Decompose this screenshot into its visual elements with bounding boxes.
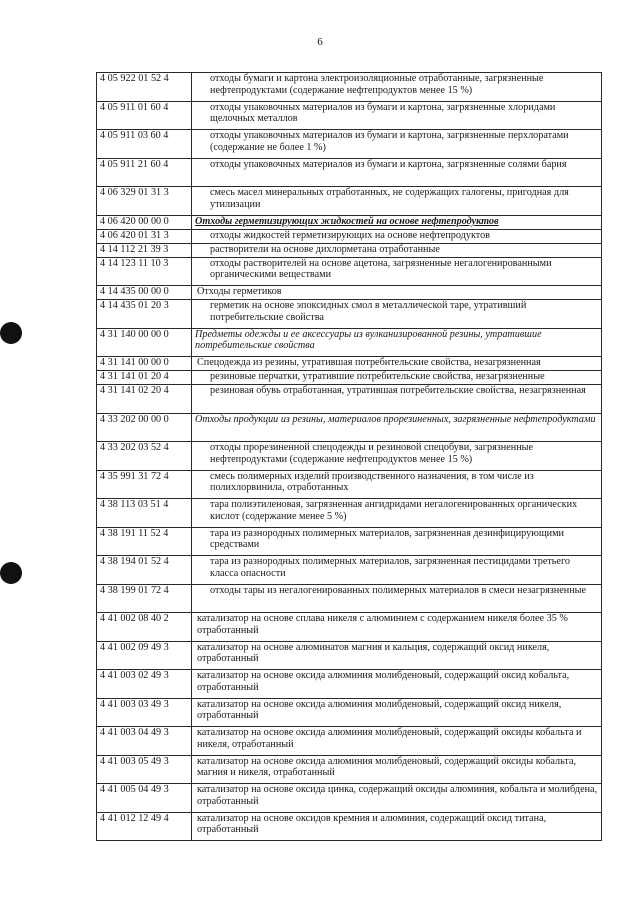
waste-description-cell: резиновые перчатки, утратившие потребительские свойства, незагрязненные (192, 371, 602, 385)
table-row (97, 698, 602, 727)
table-row (97, 158, 602, 187)
waste-code-cell: 4 31 141 02 20 4 (97, 385, 192, 414)
waste-description-cell: отходы растворителей на основе ацетона, загрязненные негалогенированными органическими веществами (192, 257, 602, 286)
table-body (97, 73, 602, 841)
table-row (97, 641, 602, 670)
waste-description-cell: катализатор на основе оксида алюминия молибденовый, содержащий оксиды кобальта и никеля, отработанный (192, 727, 602, 756)
table-row (97, 613, 602, 642)
waste-description-cell: растворители на основе дихлорметана отработанные (192, 243, 602, 257)
waste-code-cell: 4 38 113 03 51 4 (97, 499, 192, 528)
waste-description-cell: катализатор на основе оксида алюминия молибденовый, содержащий оксид кобальта, отработанный (192, 670, 602, 699)
waste-description-cell: герметик на основе эпоксидных смол в металлической таре, утративший потребительские свойства (192, 300, 602, 329)
waste-description-cell: катализатор на основе оксида алюминия молибденовый, содержащий оксид никеля, отработанный (192, 698, 602, 727)
waste-description-cell: резиновая обувь отработанная, утратившая потребительские свойства, незагрязненная (192, 385, 602, 414)
waste-description-cell: отходы прорезиненной спецодежды и резиновой спецобуви, загрязненные нефтепродуктами (содержание нефтепродуктов менее 15 %) (192, 442, 602, 471)
waste-description-cell: Предметы одежды и ее аксессуары из вулканизированной резины, утратившие потребительские свойства (192, 328, 602, 357)
waste-code-cell: 4 41 002 08 40 2 (97, 613, 192, 642)
waste-code-cell: 4 06 420 00 00 0 (97, 215, 192, 229)
waste-description-cell: смесь масел минеральных отработанных, не содержащих галогены, пригодная для утилизации (192, 187, 602, 216)
punch-hole-mark (0, 322, 22, 344)
table-row (97, 73, 602, 102)
waste-description-cell: смесь полимерных изделий производственного назначения, в том числе из полихлорвинила, отработанных (192, 470, 602, 499)
table-row (97, 357, 602, 371)
waste-code-cell: 4 33 202 03 52 4 (97, 442, 192, 471)
table-row (97, 527, 602, 556)
table-row (97, 130, 602, 159)
waste-code-cell: 4 06 420 01 31 3 (97, 229, 192, 243)
waste-code-cell: 4 41 003 03 49 3 (97, 698, 192, 727)
waste-code-cell: 4 05 911 01 60 4 (97, 101, 192, 130)
waste-description-cell: тара из разнородных полимерных материалов, загрязненная дезинфицирующими средствами (192, 527, 602, 556)
table-row (97, 470, 602, 499)
waste-description-cell: Отходы продукции из резины, материалов прорезиненных, загрязненные нефтепродуктами (192, 413, 602, 442)
waste-description-cell: катализатор на основе алюминатов магния и кальция, содержащий оксид никеля, отработанный (192, 641, 602, 670)
table-row (97, 229, 602, 243)
table-row (97, 187, 602, 216)
table-row (97, 556, 602, 585)
table-row (97, 413, 602, 442)
waste-description-cell: отходы бумаги и картона электроизоляционные отработанные, загрязненные нефтепродуктами (содержание нефтепродуктов менее 15 %) (192, 73, 602, 102)
table-row (97, 584, 602, 613)
waste-code-cell: 4 31 140 00 00 0 (97, 328, 192, 357)
waste-description-cell: Отходы герметизирующих жидкостей на основе нефтепродуктов (192, 215, 602, 229)
table-row (97, 371, 602, 385)
table-row (97, 243, 602, 257)
table-row (97, 286, 602, 300)
table-row (97, 215, 602, 229)
waste-code-cell: 4 41 003 02 49 3 (97, 670, 192, 699)
table-row (97, 257, 602, 286)
punch-hole-mark (0, 562, 22, 584)
waste-description-cell: отходы упаковочных материалов из бумаги и картона, загрязненные хлоридами щелочных металлов (192, 101, 602, 130)
table-row (97, 300, 602, 329)
waste-code-cell: 4 38 199 01 72 4 (97, 584, 192, 613)
waste-code-cell: 4 35 991 31 72 4 (97, 470, 192, 499)
waste-code-cell: 4 41 012 12 49 4 (97, 812, 192, 841)
waste-code-cell: 4 05 911 03 60 4 (97, 130, 192, 159)
table-row (97, 784, 602, 813)
waste-code-cell: 4 41 003 04 49 3 (97, 727, 192, 756)
waste-description-cell: катализатор на основе сплава никеля с алюминием с содержанием никеля более 35 % отработанный (192, 613, 602, 642)
waste-code-cell: 4 14 435 00 00 0 (97, 286, 192, 300)
waste-code-cell: 4 31 141 00 00 0 (97, 357, 192, 371)
waste-description-cell: катализатор на основе оксида алюминия молибденовый, содержащий оксиды кобальта, магния и никеля, отработанный (192, 755, 602, 784)
waste-code-cell: 4 33 202 00 00 0 (97, 413, 192, 442)
page-number: 6 (317, 36, 323, 48)
waste-code-cell: 4 41 003 05 49 3 (97, 755, 192, 784)
waste-description-cell: катализатор на основе оксида цинка, содержащий оксиды алюминия, кобальта и молибдена, отработанный (192, 784, 602, 813)
table-row (97, 755, 602, 784)
waste-description-cell: тара из разнородных полимерных материалов, загрязненная пестицидами третьего класса опасности (192, 556, 602, 585)
table-row (97, 670, 602, 699)
table-row (97, 442, 602, 471)
table-row (97, 385, 602, 414)
waste-description-cell: отходы упаковочных материалов из бумаги и картона, загрязненные солями бария (192, 158, 602, 187)
waste-code-cell: 4 06 329 01 31 3 (97, 187, 192, 216)
waste-code-cell: 4 14 123 11 10 3 (97, 257, 192, 286)
waste-code-cell: 4 05 922 01 52 4 (97, 73, 192, 102)
table-row (97, 328, 602, 357)
waste-description-cell: отходы упаковочных материалов из бумаги и картона, загрязненные перхлоратами (содержание не более 1 %) (192, 130, 602, 159)
waste-code-cell: 4 14 112 21 39 3 (97, 243, 192, 257)
table-row (97, 101, 602, 130)
waste-code-cell: 4 38 194 01 52 4 (97, 556, 192, 585)
waste-description-cell: катализатор на основе оксидов кремния и алюминия, содержащий оксид титана, отработанный (192, 812, 602, 841)
waste-description-cell: тара полиэтиленовая, загрязненная ангидридами негалогенированных органических кислот (содержание менее 5 %) (192, 499, 602, 528)
waste-classification-table (96, 72, 602, 841)
waste-code-cell: 4 14 435 01 20 3 (97, 300, 192, 329)
waste-description-cell: Спецодежда из резины, утратившая потребительские свойства, незагрязненная (192, 357, 602, 371)
table-row (97, 727, 602, 756)
waste-description-cell: отходы жидкостей герметизирующих на основе нефтепродуктов (192, 229, 602, 243)
waste-code-cell: 4 38 191 11 52 4 (97, 527, 192, 556)
waste-description-cell: отходы тары из негалогенированных полимерных материалов в смеси незагрязненные (192, 584, 602, 613)
waste-code-cell: 4 05 911 21 60 4 (97, 158, 192, 187)
table-row (97, 499, 602, 528)
waste-code-cell: 4 41 005 04 49 3 (97, 784, 192, 813)
waste-code-cell: 4 41 002 09 49 3 (97, 641, 192, 670)
waste-code-cell: 4 31 141 01 20 4 (97, 371, 192, 385)
waste-description-cell: Отходы герметиков (192, 286, 602, 300)
table-row (97, 812, 602, 841)
